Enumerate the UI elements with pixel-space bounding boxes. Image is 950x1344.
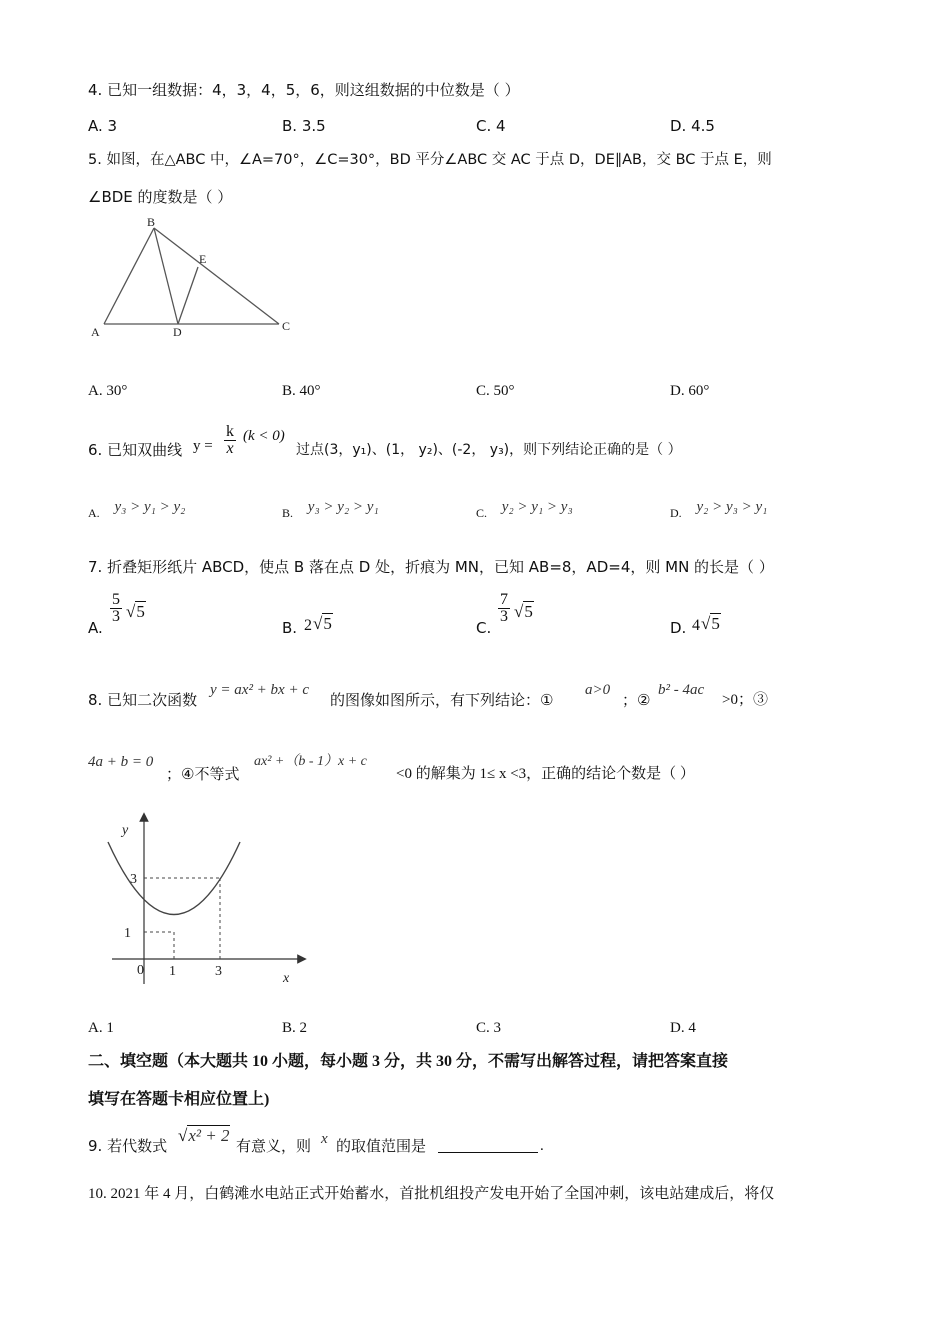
tick-y1: 1 xyxy=(124,926,131,941)
q6-option-b-expr: y₃ > y₂ > y₁ xyxy=(307,499,379,515)
label-b: B xyxy=(147,215,156,229)
q6-option-d xyxy=(670,499,768,523)
q8-conclusion-1: a>0 xyxy=(585,682,611,698)
q6-option-d-expr: y₂ > y₃ > y₁ xyxy=(696,499,768,515)
q6-option-d-label: D. xyxy=(670,506,682,520)
q6-option-a-label: A. xyxy=(88,506,100,520)
q6-option-c-label: C. xyxy=(476,506,488,520)
axis-label-x: x xyxy=(283,971,290,986)
q6-option-a xyxy=(88,499,186,523)
side-bc xyxy=(154,228,279,324)
tick-x1: 1 xyxy=(169,964,176,979)
q8-option-d: D. 4 xyxy=(670,1020,696,1036)
q5-option-b: B. 40° xyxy=(282,383,321,399)
q5-option-c: C. 50° xyxy=(476,383,515,399)
q7-option-b-label: B. xyxy=(282,619,298,637)
q8-line1-suffix: 的图像如图所示，有下列结论：① xyxy=(330,691,554,709)
q8-conclusion-4: ax² +（b - 1）x + c xyxy=(254,754,367,769)
q6-middle: 过点(3，y₁)、(1， y₂)、(-2， y₃)，则下列结论正确的是（ ） xyxy=(296,442,682,458)
q9-prefix: 9. 若代数式 xyxy=(88,1137,168,1155)
q7-option-a-label: A. xyxy=(88,619,103,637)
q6-option-a-expr: y₃ > y₁ > y₂ xyxy=(114,499,186,515)
q8-conclusion-3: 4a + b = 0 xyxy=(88,754,154,770)
q8-option-a: A. 1 xyxy=(88,1020,114,1036)
q9-sqrt: √x² + 2 xyxy=(178,1126,230,1145)
q6-func-fraction xyxy=(224,424,236,457)
label-a: A xyxy=(91,325,100,339)
q4-option-b: B. 3.5 xyxy=(282,117,326,135)
q6-func-condition: (k < 0) xyxy=(243,428,285,444)
q7-option-c-label: C. xyxy=(476,619,492,637)
q4-option-c: C. 4 xyxy=(476,117,506,135)
q7-option-a-den: 3 xyxy=(112,608,120,625)
q7-option-c-den: 3 xyxy=(500,608,508,625)
q7-option-c-fraction xyxy=(498,592,510,625)
q5-option-a: A. 30° xyxy=(88,383,128,399)
q7-option-c-sqrt: √5 xyxy=(514,602,533,621)
q8-conclusion-2: b² - 4ac xyxy=(658,682,705,698)
q7-option-a-num: 5 xyxy=(112,591,120,608)
section2-heading-line1: 二、填空题（本大题共 10 小题，每小题 3 分，共 30 分，不需写出解答过程，请把答案直接 xyxy=(88,1053,729,1070)
q9-answer-blank[interactable] xyxy=(438,1138,538,1153)
q6-option-b xyxy=(282,499,379,523)
q8-prefix: 8. 已知二次函数 xyxy=(88,691,198,709)
q9-var: x xyxy=(321,1131,328,1147)
label-d: D xyxy=(173,325,182,339)
q8-c2-sep: ；② xyxy=(622,691,651,709)
q7-option-a-sqrt: √5 xyxy=(126,602,145,621)
q8-stem-line2 xyxy=(88,748,868,788)
tick-origin: 0 xyxy=(137,963,144,978)
q6-option-b-label: B. xyxy=(282,506,294,520)
q7-option-b-sqrt: √5 xyxy=(313,614,332,633)
q5-stem-line2: ∠BDE 的度数是（ ） xyxy=(88,188,233,206)
q8-c2-suffix: >0；③ xyxy=(722,692,768,708)
q7-option-a-fraction xyxy=(110,592,122,625)
q9-middle: 有意义，则 xyxy=(236,1137,312,1155)
q7-option-c-num: 7 xyxy=(500,591,508,608)
section2-heading-line2: 填写在答题卡相应位置上) xyxy=(88,1091,270,1108)
q9-radicand: x² + 2 xyxy=(188,1126,230,1145)
q9-end: . xyxy=(540,1138,544,1154)
q7-option-d-sqrt: √5 xyxy=(701,614,720,633)
q4-option-a: A. 3 xyxy=(88,117,118,135)
segment-de xyxy=(178,267,198,324)
q7-option-b-coef: 2 xyxy=(304,617,312,634)
label-e: E xyxy=(199,252,207,266)
q4-option-d: D. 4.5 xyxy=(670,117,715,135)
q6-option-c-expr: y₂ > y₁ > y₃ xyxy=(501,499,573,515)
q6-func-denominator: x xyxy=(226,440,234,457)
q4-stem: 4. 已知一组数据：4，3，4，5，6，则这组数据的中位数是（ ） xyxy=(88,81,520,99)
q8-func: y = ax² + bx + c xyxy=(210,682,309,698)
q9-stem xyxy=(88,1126,588,1160)
tick-y3: 3 xyxy=(130,872,137,887)
q8-stem-line1 xyxy=(88,680,868,720)
q8-option-b: B. 2 xyxy=(282,1020,308,1036)
tick-x3: 3 xyxy=(215,964,222,979)
q9-suffix: 的取值范围是 xyxy=(336,1137,427,1155)
q7-option-d-coef: 4 xyxy=(692,617,700,634)
q5-option-d: D. 60° xyxy=(670,383,710,399)
q8-parabola-graph xyxy=(100,812,315,997)
q6-option-c xyxy=(476,499,573,523)
q5-triangle-figure xyxy=(86,214,306,344)
q8-option-c: C. 3 xyxy=(476,1020,502,1036)
segment-bd xyxy=(154,228,178,324)
q7-option-d-label: D. xyxy=(670,619,687,637)
q6-func-numerator: k xyxy=(226,423,234,440)
side-ab xyxy=(104,228,154,324)
axis-label-y: y xyxy=(122,823,129,838)
label-c: C xyxy=(282,319,291,333)
q8-line2-suffix: <0 的解集为 1≤ x <3，正确的结论个数是（ ） xyxy=(396,766,695,782)
q6-prefix: 6. 已知双曲线 xyxy=(88,441,183,459)
q8-c4-prefix: ；④不等式 xyxy=(166,765,240,783)
q6-func-y: y = xyxy=(193,438,213,454)
q10-stem: 10. 2021 年 4 月，白鹤滩水电站正式开始蓄水，首批机组投产发电开始了全国冲刺，该电站建成后，将仅 xyxy=(88,1186,775,1202)
q7-stem: 7. 折叠矩形纸片 ABCD，使点 B 落在点 D 处，折痕为 MN，已知 AB=8，AD=4，则 MN 的长是（ ） xyxy=(88,558,774,576)
q5-stem-line1: 5. 如图，在△ABC 中，∠A=70°，∠C=30°，BD 平分∠ABC 交 AC 于点 D，DE∥AB，交 BC 于点 E，则 xyxy=(88,152,772,168)
